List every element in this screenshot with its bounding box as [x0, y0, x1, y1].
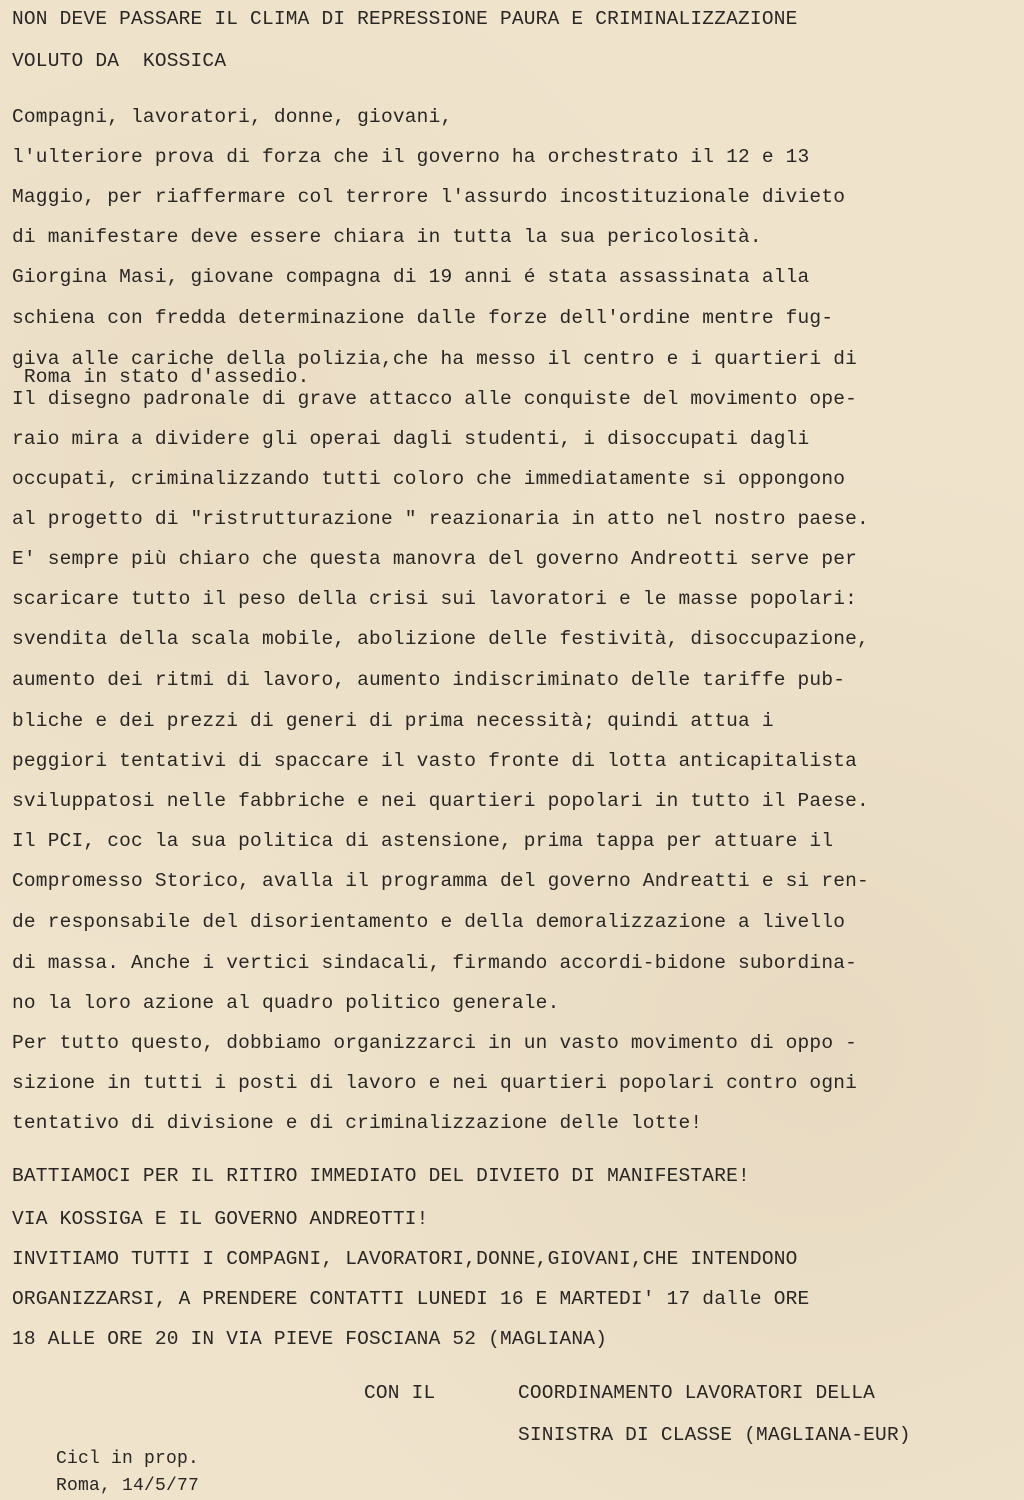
slogan-line: INVITIAMO TUTTI I COMPAGNI, LAVORATORI,DONNE,GIOVANI,CHE INTENDONO	[12, 1248, 798, 1270]
body-line: E' sempre più chiaro che questa manovra del governo Andreotti serve per	[12, 548, 858, 570]
body-line: Maggio, per riaffermare col terrore l'assurdo incostituzionale divieto	[12, 186, 846, 208]
body-line: di manifestare deve essere chiara in tutta la sua pericolosità.	[12, 226, 762, 248]
body-line: occupati, criminalizzando tutti coloro che immediatamente si oppongono	[12, 468, 846, 490]
slogan-line: BATTIAMOCI PER IL RITIRO IMMEDIATO DEL DIVIETO DI MANIFESTARE!	[12, 1165, 750, 1187]
title-line: VOLUTO DA KOSSICA	[12, 50, 227, 72]
body-line: Compromesso Storico, avalla il programma del governo Andreatti e si ren-	[12, 870, 869, 892]
body-line: Compagni, lavoratori, donne, giovani,	[12, 106, 453, 128]
body-line: Il PCI, coc la sua politica di astensione, prima tappa per attuare il	[12, 830, 834, 852]
signature-line: SINISTRA DI CLASSE (MAGLIANA-EUR)	[518, 1424, 911, 1446]
body-line: aumento dei ritmi di lavoro, aumento indiscriminato delle tariffe pub-	[12, 669, 846, 691]
body-line: raio mira a dividere gli operai dagli studenti, i disoccupati dagli	[12, 428, 810, 450]
body-line: sviluppatosi nelle fabbriche e nei quartieri popolari in tutto il Paese.	[12, 790, 869, 812]
slogan-line: 18 ALLE ORE 20 IN VIA PIEVE FOSCIANA 52 (MAGLIANA)	[12, 1328, 608, 1350]
body-line: Roma in stato d'assedio.	[12, 366, 310, 388]
body-line: tentativo di divisione e di criminalizzazione delle lotte!	[12, 1112, 703, 1134]
title-line: NON DEVE PASSARE IL CLIMA DI REPRESSIONE PAURA E CRIMINALIZZAZIONE	[12, 8, 798, 30]
body-line: svendita della scala mobile, abolizione delle festività, disoccupazione,	[12, 628, 869, 650]
body-line: al progetto di "ristrutturazione " reazionaria in atto nel nostro paese.	[12, 508, 869, 530]
body-line: scaricare tutto il peso della crisi sui lavoratori e le masse popolari:	[12, 588, 858, 610]
body-line: peggiori tentativi di spaccare il vasto fronte di lotta anticapitalista	[12, 750, 858, 772]
body-line: Il disegno padronale di grave attacco alle conquiste del movimento ope-	[12, 388, 858, 410]
body-line: sizione in tutti i posti di lavoro e nei quartieri popolari contro ogni	[12, 1072, 858, 1094]
body-line: schiena con fredda determinazione dalle forze dell'ordine mentre fug-	[12, 307, 834, 329]
body-line: Giorgina Masi, giovane compagna di 19 anni é stata assassinata alla	[12, 266, 810, 288]
body-line: l'ulteriore prova di forza che il governo ha orchestrato il 12 e 13	[12, 146, 810, 168]
slogan-line: ORGANIZZARSI, A PRENDERE CONTATTI LUNEDI 16 E MARTEDI' 17 dalle ORE	[12, 1288, 810, 1310]
footer-line: Roma, 14/5/77	[56, 1476, 200, 1496]
body-line: di massa. Anche i vertici sindacali, firmando accordi-bidone subordina-	[12, 952, 858, 974]
slogan-line: VIA KOSSIGA E IL GOVERNO ANDREOTTI!	[12, 1208, 429, 1230]
footer-line: Cicl in prop.	[56, 1449, 200, 1469]
body-line: Per tutto questo, dobbiamo organizzarci in un vasto movimento di oppo -	[12, 1032, 858, 1054]
body-line: de responsabile del disorientamento e della demoralizzazione a livello	[12, 911, 846, 933]
signature-con-il: CON IL	[364, 1382, 436, 1404]
body-line: giva alle cariche della polizia,che ha messo il centro e i quartieri di	[12, 348, 858, 370]
body-line: bliche e dei prezzi di generi di prima necessità; quindi attua i	[12, 710, 774, 732]
body-line: no la loro azione al quadro politico generale.	[12, 992, 560, 1014]
signature-line: COORDINAMENTO LAVORATORI DELLA	[518, 1382, 876, 1404]
